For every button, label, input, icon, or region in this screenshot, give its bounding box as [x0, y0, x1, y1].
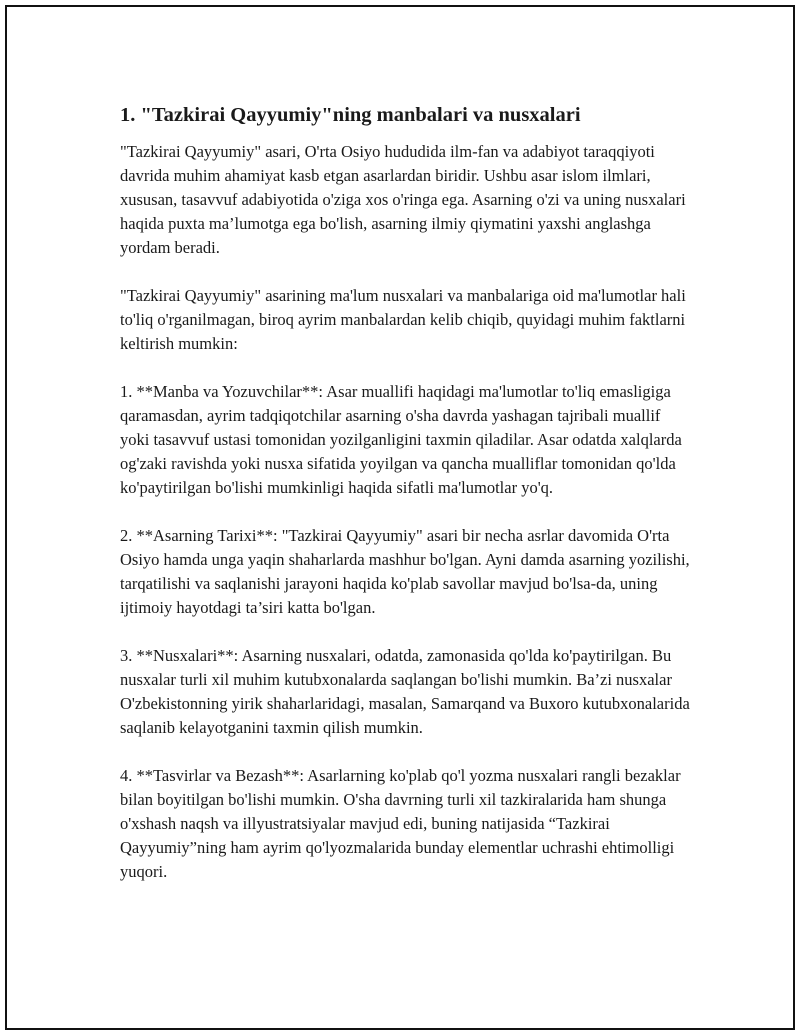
- paragraph-history: 2. **Asarning Tarixi**: "Tazkirai Qayyumiy" asari bir necha asrlar davomida O'rta Osiyo hamda unga yaqin shaharlarda mashhur bo'lgan. Ayni damda asarning yozilishi, tarqatilishi va saqlanishi jarayoni haqida ko'plab savollar mavjud bo'lsa-da, uning ijtimoiy hayotdagi ta’siri katta bo'lgan.: [120, 526, 690, 617]
- paragraph-copies: 3. **Nusxalari**: Asarning nusxalari, odatda, zamonasida qo'lda ko'paytirilgan. Bu nusxalar turli xil muhim kutubxonalarda saqlangan bo'lishi mumkin. Ba’zi nusxalar O'zbekistonning yirik shaharlaridagi, masalan, Samarqand va Buxoro kutubxonalarida saqlanib kelayotganini taxmin qilish mumkin.: [120, 646, 690, 737]
- paragraph-illustrations: 4. **Tasvirlar va Bezash**: Asarlarning ko'plab qo'l yozma nusxalari rangli bezaklar bilan boyitilgan bo'lishi mumkin. O'sha davrning turli xil tazkiralarida ham shunga o'xshash naqsh va illyustratsiyalar mavjud edi, buning natijasida “Tazkirai Qayyumiy”ning ham ayrim qo'lyozmalarida bunday elementlar uchrashi ehtimolligi yuqori.: [120, 766, 681, 881]
- paragraph-source-authors: 1. **Manba va Yozuvchilar**: Asar muallifi haqidagi ma'lumotlar to'liq emasligiga qaramasdan, ayrim tadqiqotchilar asarning o'sha davrda yashagan tajribali muallif yoki tasavvuf ustasi tomonidan yozilganligini taxmin qiladilar. Asar odatda xalqlarda og'zaki ravishda yoki nusxa sifatida yoyilgan va qancha mualliflar tomonidan qo'lda ko'paytirilgan bo'lishi mumkinligi haqida sifatli ma'lumotlar yo'q.: [120, 382, 682, 497]
- page-frame: [5, 5, 795, 1030]
- document-title: 1. "Tazkirai Qayyumiy"ning manbalari va nusxalari: [120, 104, 581, 126]
- document-body: [120, 101, 690, 908]
- paragraph-intro: "Tazkirai Qayyumiy" asari, O'rta Osiyo hududida ilm-fan va adabiyot taraqqiyoti davrida muhim ahamiyat kasb etgan asarlardan biridir. Ushbu asar islom ilmlari, xususan, tasavvuf adabiyotida o'ziga xos o'ringa ega. Asarning o'zi va uning nusxalari haqida puxta ma’lumotga ega bo'lish, asarning ilmiy qiymatini yaxshi anglashga yordam beradi.: [120, 142, 686, 257]
- paragraph-known-facts: "Tazkirai Qayyumiy" asarining ma'lum nusxalari va manbalariga oid ma'lumotlar hali to'liq o'rganilmagan, biroq ayrim manbalardan kelib chiqib, quyidagi muhim faktlarni keltirish mumkin:: [120, 286, 686, 353]
